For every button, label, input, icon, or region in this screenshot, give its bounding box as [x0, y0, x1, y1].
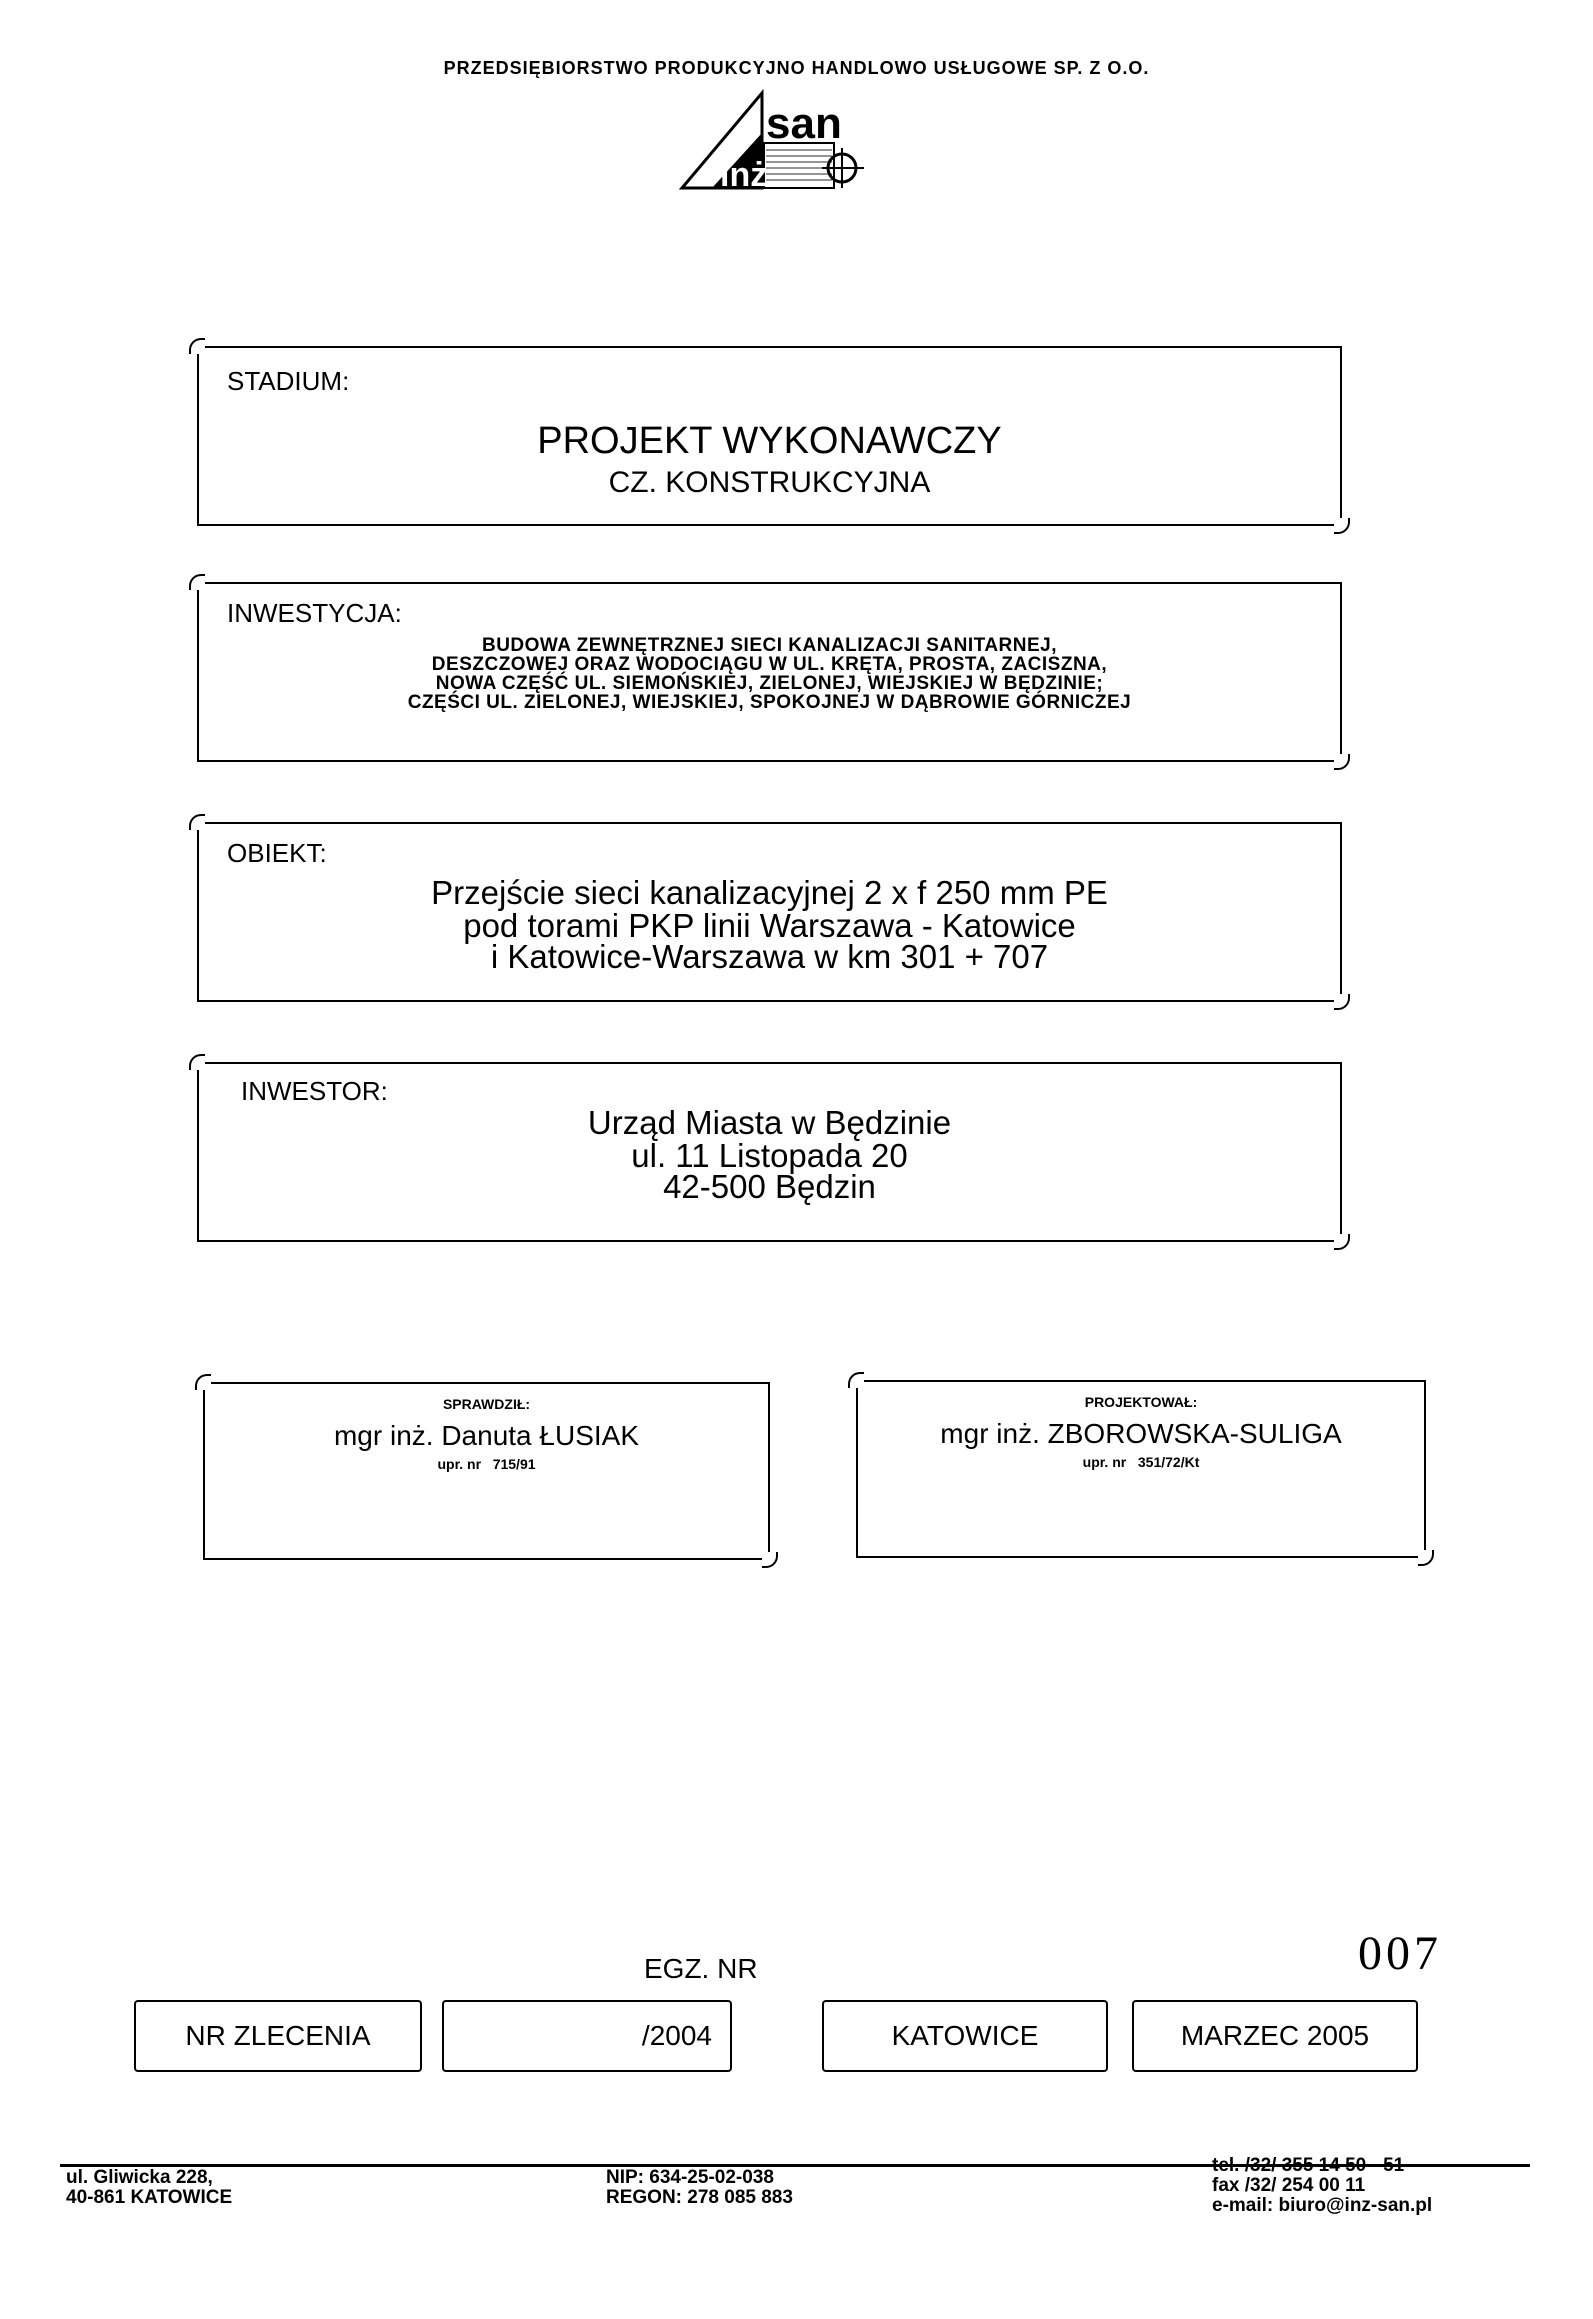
footer-fax: fax /32/ 254 00 11	[1212, 2175, 1366, 2196]
projektowal-label: PROJEKTOWAŁ:	[1084, 1394, 1198, 1410]
footer-tel: tel. /32/ 355 14 50 - 51	[1212, 2155, 1405, 2176]
company-name: PRZEDSIĘBIORSTWO PRODUKCYJNO HANDLOWO USŁUGOWE SP. Z O.O.	[443, 58, 1150, 78]
inwestycja-line-1: BUDOWA ZEWNĘTRZNEJ SIECI KANALIZACJI SANITARNEJ,	[481, 635, 1058, 656]
company-logo	[672, 88, 872, 198]
stadium-box	[197, 346, 1342, 526]
egz-label: EGZ. NR	[644, 1953, 758, 1984]
city-box	[822, 2000, 1108, 2072]
projektowal-upr-number: 351/72/Kt	[1137, 1454, 1200, 1470]
logo-san-text: san	[766, 99, 842, 148]
obiekt-box	[197, 822, 1342, 1002]
stadium-label: STADIUM:	[227, 366, 350, 396]
year-value: /2004	[641, 2020, 712, 2051]
inwestor-line-3: 42-500 Będzin	[663, 1168, 876, 1205]
sprawdzil-label: SPRAWDZIŁ:	[442, 1396, 531, 1412]
logo-icon	[672, 88, 872, 198]
egz-number: 007	[1358, 1927, 1442, 1980]
footer-nip: NIP: 634-25-02-038	[606, 2167, 774, 2188]
nr-zlecenia-label: NR ZLECENIA	[185, 2020, 371, 2051]
nr-zlecenia-box	[134, 2000, 422, 2072]
sprawdzil-upr-number: 715/91	[492, 1456, 536, 1472]
sprawdzil-upr-label: upr. nr	[437, 1456, 482, 1472]
obiekt-line-3: i Katowice-Warszawa w km 301 + 707	[490, 938, 1049, 975]
projektowal-name: mgr inż. ZBOROWSKA-SULIGA	[940, 1418, 1342, 1449]
year-box	[442, 2000, 732, 2072]
footer-regon: REGON: 278 085 883	[606, 2187, 793, 2208]
inwestycja-label: INWESTYCJA:	[227, 598, 402, 628]
logo-inz-text: inż	[720, 156, 768, 194]
sprawdzil-name: mgr inż. Danuta ŁUSIAK	[333, 1420, 640, 1451]
inwestor-label: INWESTOR:	[241, 1076, 388, 1106]
sprawdzil-box	[203, 1382, 770, 1560]
obiekt-line-1: Przejście sieci kanalizacyjnej 2 x f 250 mm PE	[431, 874, 1108, 911]
inwestycja-line-4: CZĘŚCI UL. ZIELONEJ, WIEJSKIEJ, SPOKOJNEJ W DĄBROWIE GÓRNICZEJ	[407, 692, 1132, 713]
projektowal-upr-label: upr. nr	[1082, 1454, 1127, 1470]
inwestor-box	[197, 1062, 1342, 1242]
inwestycja-line-2: DESZCZOWEJ ORAZ WODOCIĄGU W UL. KRĘTA, PROSTA, ZACISZNA,	[431, 654, 1108, 675]
inwestycja-box	[197, 582, 1342, 762]
date-value: MARZEC 2005	[1180, 2020, 1370, 2051]
stadium-title: PROJEKT WYKONAWCZY	[537, 420, 1002, 462]
footer-email[interactable]: e-mail: biuro@inz-san.pl	[1212, 2195, 1433, 2216]
date-box	[1132, 2000, 1418, 2072]
stadium-subtitle: CZ. KONSTRUKCYJNA	[608, 466, 931, 499]
obiekt-line-2: pod torami PKP linii Warszawa - Katowice	[463, 907, 1076, 944]
footer-address-line1: ul. Gliwicka 228,	[66, 2167, 213, 2188]
inwestor-line-1: Urząd Miasta w Będzinie	[587, 1104, 952, 1141]
inwestor-line-2: ul. 11 Listopada 20	[631, 1137, 908, 1174]
city-value: KATOWICE	[891, 2020, 1039, 2051]
projektowal-box	[856, 1380, 1426, 1558]
footer-address-line2: 40-861 KATOWICE	[66, 2187, 233, 2208]
inwestycja-line-3: NOWA CZĘŚĆ UL. SIEMOŃSKIEJ, ZIELONEJ, WIEJSKIEJ W BĘDZINIE;	[435, 673, 1104, 694]
obiekt-label: OBIEKT:	[227, 838, 327, 868]
